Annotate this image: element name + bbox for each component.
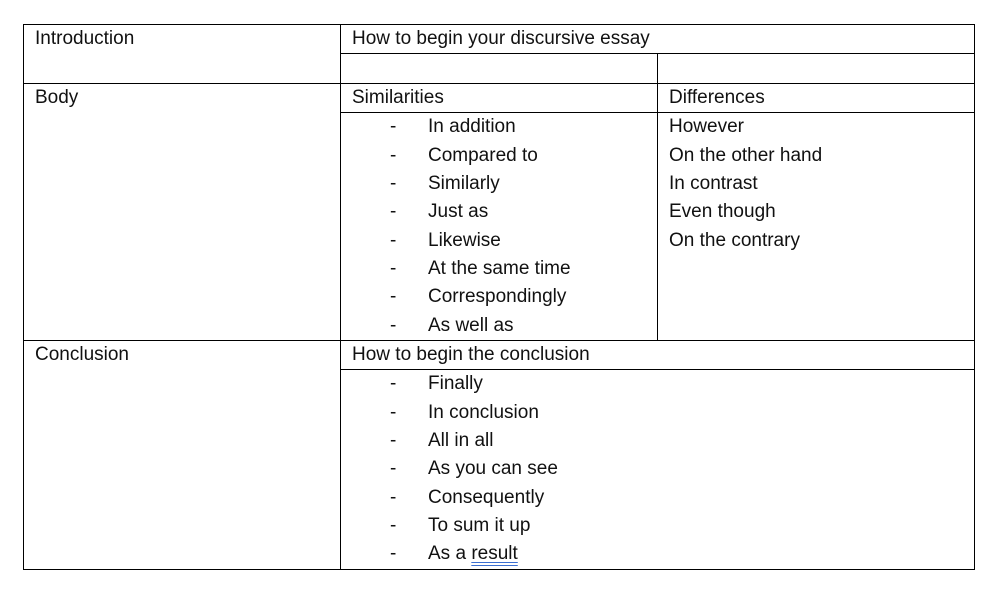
dash-bullet: - <box>390 373 397 394</box>
differences-heading: Differences <box>669 87 765 108</box>
dash-bullet: - <box>390 430 397 451</box>
dash-bullet: - <box>390 201 397 222</box>
dash-bullet: - <box>390 258 397 279</box>
body-label: Body <box>35 87 79 108</box>
dash-bullet: - <box>390 487 397 508</box>
border-left <box>23 24 24 570</box>
dash-bullet: - <box>390 286 397 307</box>
dash-bullet: - <box>390 315 397 336</box>
border-bottom <box>23 569 975 570</box>
column-divider <box>340 24 341 570</box>
essay-structure-table: Introduction How to begin your discursive essay Body Similarities Differences - In addition - Compared to - Similarly - Just as - Likewise - At the same time - Correspondingly - As well as However On the other hand In contrast Even though On the contrary Conclusion How to begin the conclusion - Finally - In conclusion - All in all - As you can see - Consequently - To sum it up - As a result <box>23 24 975 570</box>
dash-bullet: - <box>390 145 397 166</box>
intro-split-divider <box>657 53 658 84</box>
row-divider-body <box>23 83 975 84</box>
border-right <box>974 24 975 570</box>
conclusion-label: Conclusion <box>35 344 129 365</box>
dash-bullet: - <box>390 515 397 536</box>
grammar-underline[interactable]: result <box>471 543 518 564</box>
dash-bullet: - <box>390 173 397 194</box>
conclusion-heading: How to begin the conclusion <box>352 344 590 365</box>
body-split-divider <box>657 83 658 341</box>
introduction-heading: How to begin your discursive essay <box>352 28 650 49</box>
list-item: On the other hand <box>669 145 823 166</box>
dash-bullet: - <box>390 230 397 251</box>
similarities-heading: Similarities <box>352 87 444 108</box>
list-item: Even though <box>669 201 776 222</box>
list-item: However <box>669 116 744 137</box>
dash-bullet: - <box>390 458 397 479</box>
list-item: On the contrary <box>669 230 800 251</box>
dash-bullet: - <box>390 402 397 423</box>
dash-bullet: - <box>390 543 397 564</box>
list-item: In contrast <box>669 173 758 194</box>
dash-bullet: - <box>390 116 397 137</box>
introduction-label: Introduction <box>35 28 135 49</box>
